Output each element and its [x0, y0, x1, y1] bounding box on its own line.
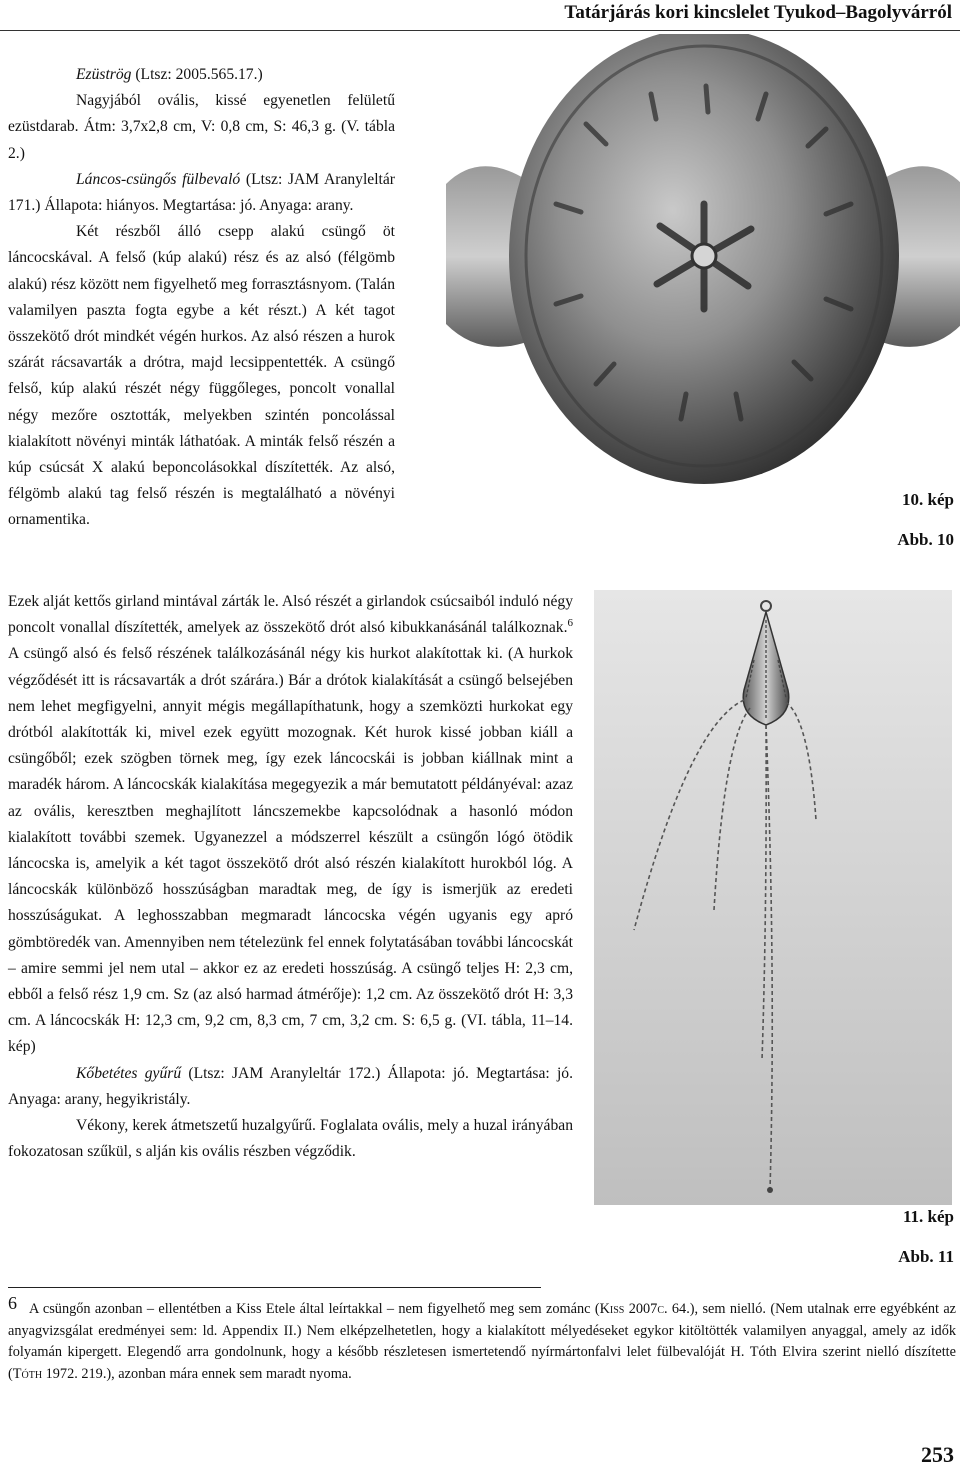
paragraph: Nagyjából ovális, kissé egyenetlen felületű ezüstdarab. Átm: 3,7x2,8 cm, V: 0,8 cm, S: 46,3 g. (V. tábla 2.) [8, 92, 395, 162]
item-inventory: (Ltsz: JAM Aranyleltár 172.) Állapota: jó. Megtartása: jó. Anyaga: arany, hegyikristály. [8, 1064, 573, 1108]
paragraph-text: A csüngő alsó és felső részének találkozásánál négy kis hurkot alakítottak ki. (A hurkok végződését itt is rácsavarták a drót szárára.) Bár a drótok kialakítását a csüngő belsejében nem lehet megfigyelni, annyit mégis megállapíthatunk, hogy a szemközti hurkokat egy drótból alakították ki, mivel ezek együtt mozognak. Két hurok kissé jobban kiáll a csüngőből; ezek szögben törnek meg, így ezek láncocskái is jobban kiállnak mint a maradék három. A láncocskák kialakítása megegyezik a már bemutatott példányéval: azaz az ovális, keresztben meghajlított láncszemekbe kapcsolódnak a hasonló módon kialakított további szemek. Ugyanezzel a módszerrel készült a csüngőn lógó ötödik láncocska is, amelyik a két tagot összekötő drót alsó részén kialakított hurokból lóg. A láncocskák különböző hosszúságban maradtak meg, de így is ismerjük az eredeti hosszúságukat. A leghosszabban megmaradt láncocska végén ugyanis egy apró gömbtöredék van. Amennyiben nem tételezünk fel ennek folytatásában további láncocskát – amire semmi jel nem utal – akkor ez az eredeti hosszúság. A csüngő teljes H: 2,3 cm, ebből a felső rész 1,9 cm. Sz (az alsó harmad átmérője): 1,2 cm. Az összekötő drót H: 3,3 cm. A láncocskák H: 12,3 cm, 9,2 cm, 8,3 cm, 7 cm, 3,2 cm. S: 6,5 g. (VI. tábla, 11–14. kép) [8, 645, 573, 1056]
footnote [8, 1293, 957, 1385]
footnote-text: 2007 [624, 1301, 658, 1317]
item-title: Kőbetétes gyűrű [76, 1064, 182, 1082]
citation-author: Kiss [599, 1301, 625, 1317]
pendant-photo [594, 590, 952, 1205]
paragraph-text: Ezek alját kettős girland mintával zárták le. Alsó részét a girlandok csúcsaiból induló négy poncolt vonallal díszítették, amelyek az összekötő drót alsó kibukkanásánál találkoznak. [8, 593, 573, 637]
item-inventory: (Ltsz: JAM Aranyleltár 171.) Állapota: hiányos. Megtartása: jó. Anyaga: arany. [8, 170, 396, 215]
footnote-rule [8, 1287, 541, 1288]
item-inventory: (Ltsz: 2005.565.17.) [131, 66, 263, 83]
running-head: Tatárjárás kori kincslelet Tyukod–Bagolyvárról [564, 2, 952, 23]
footnote-mark: 6 [8, 1293, 17, 1313]
item-silver-lump [8, 62, 395, 88]
item-title: Ezüströg [76, 66, 132, 83]
figure-11-caption: 11. kép [902, 1207, 954, 1226]
footnote-reference: 6 [567, 617, 573, 630]
citation-suffix: c [657, 1301, 664, 1317]
citation-author: Tóth [12, 1365, 43, 1382]
paragraph: Vékony, kerek átmetszetű huzalgyűrű. Foglalata ovális, mely a huzal irányában fokozatosan szűkül, s alján kis ovális részben végződik. [8, 1117, 573, 1161]
item-ring [8, 1061, 573, 1113]
footnote-text: . 64.), sem nielló. (Nem utalnak erre egyébként az anyagvizsgálat eredményei sem: ld. Appendix II.) Nem elképzelhetetlen, hogy a kialakított mélyedéseket egykor kitöltötték valamilyen anyaggal, amely az idők folyamán kipergett. Elegendő arra gondolnunk, hogy a később részletesen ismertetendő nyírmártonfalvi lelet fülbevalóját H. Tóth Elvira szerint nielló díszítette ( [8, 1301, 957, 1382]
figure-10-caption: 10. kép [902, 490, 954, 509]
footnote-text: A csüngőn azonban – ellentétben a Kiss Etele által leírtakkal – nem figyelhető meg sem zománc ( [29, 1301, 600, 1317]
footnote-text: 1972. 219.), azonban mára ennek sem maradt nyoma. [42, 1365, 352, 1382]
header-rule [0, 30, 960, 31]
item-title: Láncos-csüngős fülbevaló [76, 170, 241, 188]
page-number: 253 [921, 1442, 954, 1467]
item-earring [8, 167, 395, 219]
text-column-top [8, 62, 395, 534]
figure-11-caption-de: Abb. 11 [898, 1247, 954, 1266]
paragraph [8, 589, 573, 1061]
paragraph: Két részből álló csepp alakú csüngő öt láncocskával. A felső (kúp alakú) rész és az alsó (félgömb alakú) rész között nem figyelhető meg forrasztásnyom. (Talán valamilyen paszta fogta egybe a két részt.) A két tagot összekötő drót mindkét végén hurkos. Az alsó részen a hurok szárát rácsavarták a drótra, majd lecsippentették. A csüngő felső, kúp alakú részét négy függőleges, poncolt vonallal négy mezőre osztották, melyekben szintén poncolással kialakított növényi minták láthatóak. A minták felső részén a kúp csúcsát X alakú beponcolásokkal díszítették. Az alsó, félgömb alakú tag felső részén is megtalálható a növényi ornamentika. [8, 223, 395, 529]
ring-photo [446, 34, 960, 486]
text-column-bottom [8, 589, 573, 1165]
figure-10-caption-de: Abb. 10 [897, 530, 954, 549]
